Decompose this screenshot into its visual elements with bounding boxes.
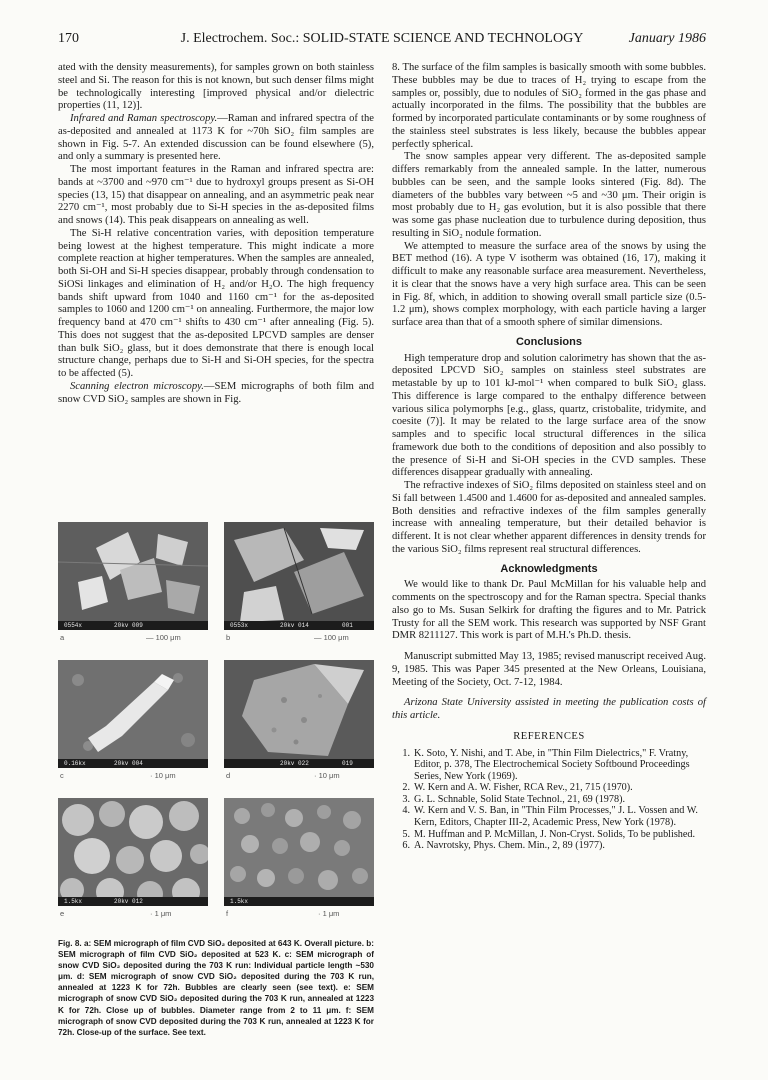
reference-item (392, 840, 706, 852)
sem-figure (58, 522, 374, 922)
micrograph-e-databar (58, 897, 208, 906)
right-column (392, 62, 706, 852)
micrograph-e (58, 798, 208, 906)
databar-right: 019 (342, 760, 353, 767)
panel-letter-b: b (226, 633, 231, 642)
micrograph-e-image (58, 798, 208, 906)
acknowledgments-heading: Acknowledgments (500, 562, 598, 575)
databar-mid: 20kv 004 (114, 760, 143, 767)
scale-label-f: · 1 μm (318, 909, 340, 918)
scale-label-a: — 100 μm (146, 633, 181, 642)
section-title: Infrared and Raman spectroscopy. (70, 113, 218, 124)
reference-item (392, 782, 706, 794)
micrograph-d (224, 660, 374, 768)
page-number: 170 (58, 31, 79, 46)
journal-title: J. Electrochem. Soc.: SOLID-STATE SCIENCE AND TECHNOLOGY (180, 31, 584, 46)
panel-letter-f: f (226, 909, 229, 918)
reference-text: K. Soto, Y. Nishi, and T. Abe, in "Thin Film Dielectrics," F. Vratny, Editor, p. 378, The Electrochemical Society Softbound Proceedings Series, New York (1969). (414, 747, 690, 782)
reference-item (392, 748, 706, 783)
reference-text: M. Huffman and P. McMillan, J. Non-Cryst. Solids, To be published. (414, 828, 696, 840)
panel-letter-d: d (226, 771, 231, 780)
micrograph-d-databar (224, 759, 374, 768)
paragraph: We would like to thank Dr. Paul McMillan for his valuable help and comments on the spectroscopy and for the Raman spectra. Special thanks also go to Ms. Susan Selkirk for drafting the figures and to Mr. Patrick Trusty for all the SEM work. This research was supported by NSF Grant DMR 8211127. This work is part of M.H.'s Ph.D. thesis. (392, 579, 706, 642)
micrograph-a (58, 522, 208, 630)
micrograph-a-databar (58, 621, 208, 630)
reference-number: 3. (402, 793, 410, 805)
databar-mid: 20kv 012 (114, 898, 143, 905)
micrograph-d-image (224, 660, 374, 768)
publication-costs-note: Arizona State University assisted in meeting the publication costs of this article. (392, 697, 706, 721)
paragraph: ated with the density measurements), for samples grown on both stainless steel and Si. The reason for this is not known, but such denser films might be technologically interesting [improved physical and/or dielectric properties (11, 12)]. (58, 62, 374, 112)
figure-caption: Fig. 8. a: SEM micrograph of film CVD SiO₂ deposited at 643 K. Overall picture. b: SEM micrograph of film CVD SiO₂ deposited at 523 K. c: SEM micrograph of snow CVD SiO₂ deposited during the 703 K run: Individual particle length ~530 μm. d: SEM micrograph of snow CVD SiO₂ deposited during the 703 K run, annealed at 1223 K for 72h. Bubbles are clearly seen (see text). e: SEM micrograph of snow CVD SiO₂ deposited during the 703 K run, annealed at 1223 K for 72h. Close up of bubbles. Diameter range from 2 to 11 μm. f: SEM micrograph of snow CVD deposited during the 703 K run, annealed at 1223 K for 72h. Close-up of the surface. See text. (58, 939, 374, 1037)
scale-label-e: · 1 μm (150, 909, 172, 918)
reference-text: A. Navrotsky, Phys. Chem. Min., 2, 89 (1977). (414, 840, 605, 852)
paragraph: 8. The surface of the film samples is basically smooth with some bubbles. These bubbles may be due to traces of H₂ trying to escape from the samples or, possibly, due to nodules of SiO₂ formed in the gas phase and actually incorporated in the films. The possibility that the bubbles are formed by incorporated particulate contaminants or by some roughness of the stainless steel substrates is less likely, because the bubbles appear perfectly spherical. (392, 62, 706, 150)
micrograph-c (58, 660, 208, 768)
reference-item (392, 829, 706, 841)
paragraph: The refractive indexes of SiO₂ films deposited on stainless steel and on Si fall between 1.4500 and 1.4600 for as-deposited and annealed samples. Both densities and refractive indexes of the film samples generally increase with annealing temperature, but their detailed behavior is different. It is not clear whether apparent differences in density trends for the various SiO₂ films represent real structural differences. (392, 480, 706, 555)
paragraph-text: —Raman and infrared spectra of the as-deposited and annealed at 1173 K for ~70h SiO₂ film samples are shown in Fig. 5-7. An extended discussion can be found elsewhere (5), and only a summary is presented here. (58, 113, 374, 163)
reference-item (392, 805, 706, 828)
databar-left: 0.16kx (64, 760, 86, 767)
panel-letter-e: e (60, 909, 65, 918)
reference-text: W. Kern and A. W. Fisher, RCA Rev., 21, 715 (1970). (414, 782, 633, 794)
paragraph (58, 113, 374, 164)
micrograph-c-image (58, 660, 208, 768)
paragraph: We attempted to measure the surface area of the snows by using the BET method (16). A type V isotherm was obtained (16, 17), making it difficult to make any reasonable surface area measurement. Nevertheless, it is clear that the snows have a very high surface area. This can be seen in Fig. 8f, which, in addition to showing overall small particle size (0.5-1.2 μm), shows complex morphology, with each particle having a larger surface area than that of a smooth sphere of similar dimensions. (392, 240, 706, 328)
databar-left: 1.5kx (230, 898, 249, 905)
section-title: Scanning electron microscopy. (70, 380, 204, 392)
databar-mid: 20kv 022 (280, 760, 309, 767)
issue-date: January 1986 (628, 31, 706, 46)
manuscript-note: Manuscript submitted May 13, 1985; revised manuscript received Aug. 9, 1985. This was Paper 345 presented at the New Orleans, Louisiana, Meeting of the Society, Oct. 7-12, 1984. (392, 651, 706, 688)
databar-left: 0554x (64, 622, 83, 629)
reference-text: G. L. Schnable, Solid State Technol., 21, 69 (1978). (414, 793, 626, 805)
databar-mid: 20kv 009 (114, 622, 143, 629)
reference-number: 2. (402, 782, 410, 794)
paragraph: The snow samples appear very different. The as-deposited sample differs remarkably from the annealed sample. In the latter, numerous bubbles can be seen, and the sample looks sintered (Fig. 8d). The diameters of the bubbles vary between ~5 and ~30 μm. Their origin is most probably due to H₂ gas evolution, but it is also possible that there was some gas phase nucleation due to turbulence during deposition, thus resulting in SiO₂ nodule formation. (392, 151, 706, 239)
databar-mid: 20kv 014 (280, 622, 309, 629)
reference-number: 4. (402, 805, 410, 817)
reference-number: 1. (402, 747, 410, 759)
micrograph-f-databar (224, 897, 374, 906)
micrograph-b-image (224, 522, 374, 630)
paragraph-text: —SEM micrographs of both film and snow CVD SiO₂ samples are shown in Fig. (58, 380, 375, 405)
micrograph-a-image (58, 522, 208, 630)
page-header (58, 26, 706, 52)
micrograph-c-databar (58, 759, 208, 768)
paragraph: The Si-H relative concentration varies, with deposition temperature being lowest at the highest temperature. This might indicate a more complete reaction at higher temperatures. When the samples are annealed, both Si-OH and Si-H species disappear, probably through condensation to SiOSi linkages and elimination of H₂ and/or H₂O. The high frequency bands shift upward from 1040 and 1160 cm⁻¹ for the as-deposited samples to 1060 and 1200 cm⁻¹ on annealing. Furthermore, the major low frequency band at 470 cm⁻¹ shifts to 430 cm⁻¹ after annealing (Fig. 5). This does not suggest that the as-deposited LPCVD samples are denser than bulk SiO₂ glass, but it does demonstrate that there is enough local structure change, perhaps due to Si-H and Si-OH species, for the spectra to be affected (5). (58, 227, 374, 379)
reference-number: 5. (402, 828, 410, 840)
panel-letter-a: a (60, 633, 65, 642)
databar-left: 1.5kx (64, 898, 83, 905)
conclusions-heading: Conclusions (515, 335, 582, 348)
reference-text: W. Kern and V. S. Ban, in "Thin Film Processes," J. L. Vossen and W. Kern, Editors, Chapter III-2, Academic Press, New York (1978). (414, 805, 698, 829)
left-column (58, 62, 374, 406)
references-list (392, 748, 706, 852)
reference-number: 6. (402, 840, 410, 852)
paragraph: The most important features in the Raman and infrared spectra are: bands at ~3700 and ~970 cm⁻¹ due to hydroxyl groups present as Si-OH species (13, 15) that disappear on annealing, and an asymmetric peak near 2270 cm⁻¹, most probably due to Si-H species in the as-deposited films and snows (14). This peak disappears on annealing as well. (58, 164, 374, 226)
scale-label-d: · 10 μm (314, 771, 340, 780)
micrograph-b (224, 522, 374, 630)
scale-label-b: — 100 μm (314, 633, 349, 642)
scale-label-c: · 10 μm (150, 771, 176, 780)
paragraph: High temperature drop and solution calorimetry has shown that the as-deposited LPCVD SiO₂ samples on stainless steel substrates are metastable by up to 101 kJ-mol⁻¹ when compared to bulk SiO₂ glass. This difference is large compared to the enthalpy difference between various silica polymorphs [e.g., glass, quartz, cristobalite, tridymite, and coesite (7)]. It may be related to the large surface area of the snow samples and to specific local structural differences in the silica framework due both to the conditions of deposition and also possibly to the presence of Si-H and Si-OH species in the CVD samples. These differences disappear gradually with annealing. (392, 352, 706, 479)
references-heading: REFERENCES (513, 730, 585, 742)
panel-letter-c: c (60, 771, 64, 780)
paragraph (58, 381, 374, 407)
databar-left: 0553x (230, 622, 249, 629)
databar-right: 001 (342, 622, 353, 629)
micrograph-f-image (224, 798, 374, 906)
micrograph-b-databar (224, 621, 374, 630)
micrograph-f (224, 798, 374, 906)
reference-item (392, 794, 706, 806)
